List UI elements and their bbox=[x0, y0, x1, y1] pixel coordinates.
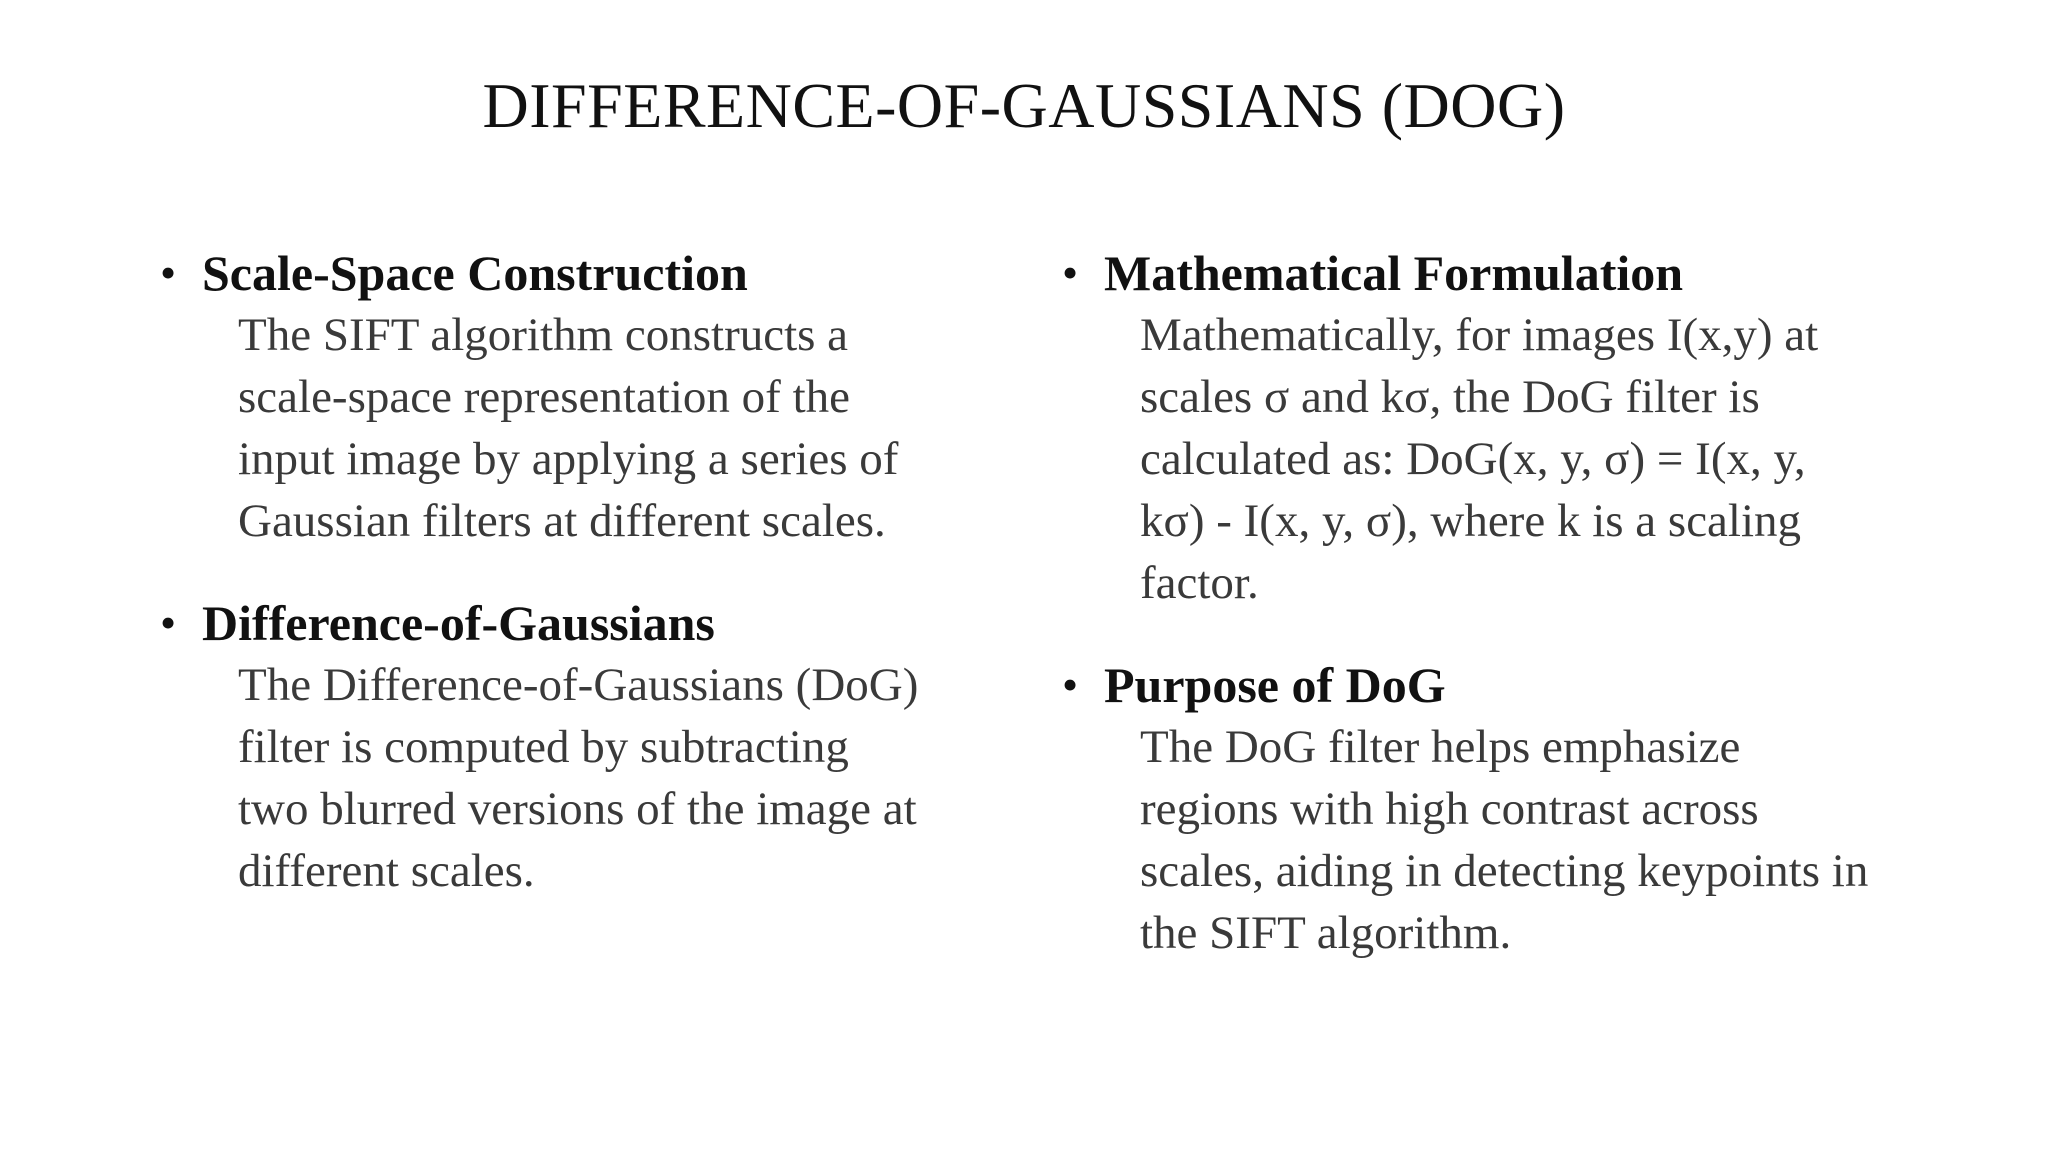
body-line: calculated as: DoG(x, y, σ) = I(x, y, bbox=[1140, 433, 1806, 485]
body-line: scales σ and kσ, the DoG filter is bbox=[1140, 371, 1760, 423]
slide-title: DIFFERENCE-OF-GAUSSIANS (DOG) bbox=[482, 70, 1566, 141]
bullet-body bbox=[1104, 716, 2002, 964]
body-line: filter is computed by subtracting bbox=[238, 721, 849, 773]
body-line: regions with high contrast across bbox=[1140, 783, 1759, 835]
bullet-heading: Difference-of-Gaussians bbox=[202, 595, 715, 651]
bullet-heading: Purpose of DoG bbox=[1104, 657, 1446, 713]
bullet-icon: • bbox=[160, 597, 177, 648]
bullet-icon: • bbox=[1062, 659, 1079, 710]
bullet-body bbox=[1104, 304, 2002, 614]
body-line: input image by applying a series of bbox=[238, 433, 899, 485]
right-column bbox=[1062, 242, 2002, 964]
bullet-icon: • bbox=[1062, 247, 1079, 298]
bullet-item-purpose bbox=[1062, 654, 2002, 964]
bullet-body bbox=[202, 654, 1040, 902]
body-line: different scales. bbox=[238, 845, 535, 897]
body-line: The Difference-of-Gaussians (DoG) bbox=[238, 659, 919, 711]
bullet-item-scale-space bbox=[160, 242, 1040, 552]
body-line: kσ) - I(x, y, σ), where k is a scaling bbox=[1140, 495, 1802, 547]
bullet-heading: Mathematical Formulation bbox=[1104, 245, 1684, 301]
body-line: two blurred versions of the image at bbox=[238, 783, 917, 835]
body-line: Gaussian filters at different scales. bbox=[238, 495, 886, 547]
body-line: factor. bbox=[1140, 557, 1259, 609]
body-line: The DoG filter helps emphasize bbox=[1140, 721, 1741, 773]
body-line: scale-space representation of the bbox=[238, 371, 850, 423]
bullet-icon: • bbox=[160, 247, 177, 298]
left-column bbox=[160, 242, 1040, 902]
bullet-item-math bbox=[1062, 242, 2002, 614]
body-line: the SIFT algorithm. bbox=[1140, 907, 1512, 959]
bullet-body bbox=[202, 304, 1040, 552]
bullet-item-dog bbox=[160, 592, 1040, 902]
body-line: Mathematically, for images I(x,y) at bbox=[1140, 309, 1819, 361]
body-line: scales, aiding in detecting keypoints in bbox=[1140, 845, 1869, 897]
body-line: The SIFT algorithm constructs a bbox=[238, 309, 849, 361]
bullet-heading: Scale-Space Construction bbox=[202, 245, 748, 301]
